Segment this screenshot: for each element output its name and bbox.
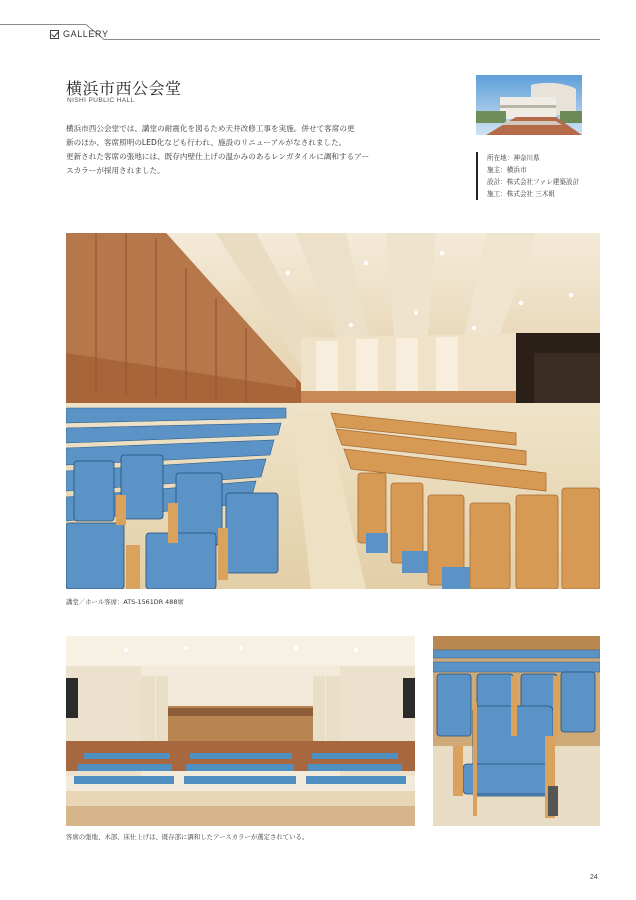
exterior-photo xyxy=(476,75,582,135)
page-number: 24 xyxy=(590,874,598,881)
description-line: スカラーが採用されました。 xyxy=(66,166,165,175)
gallery-label-text: GALLERY xyxy=(63,29,109,39)
stage-view-photo xyxy=(66,636,415,826)
description-line: 新のほか、客席照明のLED化なども行われ、施設のリニューアルがなされました。 xyxy=(66,138,347,147)
main-hall-photo xyxy=(66,233,600,589)
description-line: 横浜市西公会堂では、講堂の耐震化を図るため天井改修工事を実施。併せて客席の更 xyxy=(66,124,355,133)
description-line: 更新された客席の張地には、既存内壁仕上げの温かみのあるレンガタイルに調和するアー xyxy=(66,152,370,161)
checkbox-icon xyxy=(50,30,59,39)
venue-description xyxy=(66,122,388,178)
info-design: 設計：株式会社ファレ建築設計 xyxy=(487,178,580,186)
project-info xyxy=(476,152,579,200)
seat-closeup-photo xyxy=(433,636,600,826)
info-location: 所在地：神奈川県 xyxy=(487,154,540,162)
gallery-section-label xyxy=(50,29,109,39)
bottom-photos-caption: 客席の張地、木部、床仕上げは、既存部に調和したアースカラーが選定されている。 xyxy=(66,833,309,841)
venue-title: 横浜市西公会堂 xyxy=(66,79,182,98)
venue-subtitle: NISHI PUBLIC HALL xyxy=(67,97,135,104)
info-owner: 施主：横浜市 xyxy=(487,166,527,174)
info-construction: 施工：株式会社 三木組 xyxy=(487,190,556,198)
main-photo-caption: 講堂／ホール客席：ATS-1561DR 488席 xyxy=(66,598,184,606)
